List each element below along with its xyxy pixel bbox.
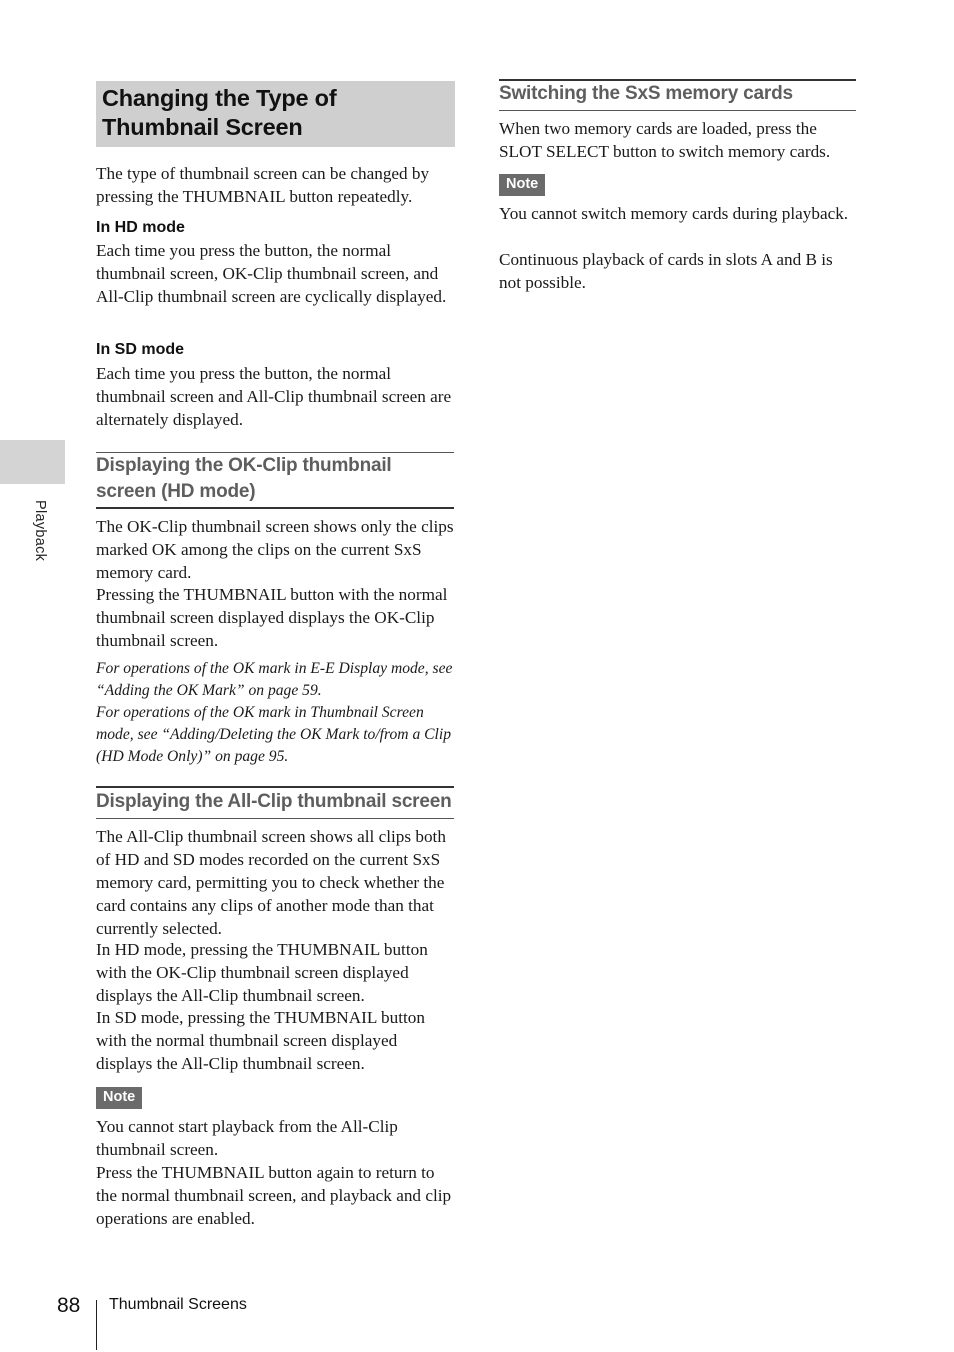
okclip-reference-1: For operations of the OK mark in E-E Display mode, see “Adding the OK Mark” on page 59. <box>96 660 453 699</box>
switching-bottom-rule <box>499 110 856 111</box>
allclip-bottom-rule <box>96 818 454 819</box>
side-tab-marker <box>0 440 65 484</box>
hd-mode-text: Each time you press the button, the normal thumbnail screen, OK-Clip thumbnail screen, and All-Clip thumbnail screen are cyclically displayed. <box>96 241 447 306</box>
note-badge-left: Note <box>96 1087 142 1109</box>
page-title: Changing the Type of Thumbnail Screen <box>96 81 455 147</box>
okclip-paragraph-1: The OK-Clip thumbnail screen shows only the clips marked OK among the clips on the current SxS memory card. <box>96 517 454 582</box>
left-note-paragraph-1: You cannot start playback from the All-Clip thumbnail screen. <box>96 1117 398 1159</box>
sd-mode-label: In SD mode <box>96 341 185 358</box>
allclip-heading: Displaying the All-Clip thumbnail screen <box>96 791 452 812</box>
allclip-paragraph-3: In SD mode, pressing the THUMBNAIL button with the normal thumbnail screen displayed displays the All-Clip thumbnail screen. <box>96 1008 425 1073</box>
right-note-paragraph-1: You cannot switch memory cards during playback. <box>499 204 849 223</box>
okclip-bottom-rule <box>96 507 454 509</box>
allclip-paragraph-2: In HD mode, pressing the THUMBNAIL button with the OK-Clip thumbnail screen displayed displays the All-Clip thumbnail screen. <box>96 940 428 1005</box>
note-badge-right: Note <box>499 174 545 196</box>
sd-mode-text: Each time you press the button, the normal thumbnail screen and All-Clip thumbnail screen are alternately displayed. <box>96 364 452 429</box>
okclip-heading: Displaying the OK-Clip thumbnail screen (HD mode) <box>96 455 392 502</box>
okclip-paragraph-2: Pressing the THUMBNAIL button with the normal thumbnail screen displayed displays the OK-Clip thumbnail screen. <box>96 585 448 650</box>
left-note-paragraph-2: Press the THUMBNAIL button again to return to the normal thumbnail screen, and playback and clip operations are enabled. <box>96 1163 452 1228</box>
side-tab-label: Playback <box>32 500 48 562</box>
footer-divider <box>96 1300 97 1350</box>
footer-section-title: Thumbnail Screens <box>109 1296 247 1313</box>
switching-heading: Switching the SxS memory cards <box>499 83 793 104</box>
okclip-reference-2: For operations of the OK mark in Thumbnail Screen mode, see “Adding/Deleting the OK Mark to/from a Clip (HD Mode Only)” on page 95. <box>96 704 452 765</box>
allclip-paragraph-1: The All-Clip thumbnail screen shows all clips both of HD and SD modes recorded on the current SxS memory card, permitting you to check whether the card contains any clips of another mode than that currently selected. <box>96 827 446 938</box>
right-note-paragraph-2: Continuous playback of cards in slots A and B is not possible. <box>499 250 833 292</box>
page-number: 88 <box>57 1294 81 1317</box>
hd-mode-label: In HD mode <box>96 219 185 236</box>
allclip-top-rule <box>96 786 454 788</box>
switching-paragraph: When two memory cards are loaded, press the SLOT SELECT button to switch memory cards. <box>499 119 831 161</box>
intro-paragraph: The type of thumbnail screen can be changed by pressing the THUMBNAIL button repeatedly. <box>96 164 430 206</box>
